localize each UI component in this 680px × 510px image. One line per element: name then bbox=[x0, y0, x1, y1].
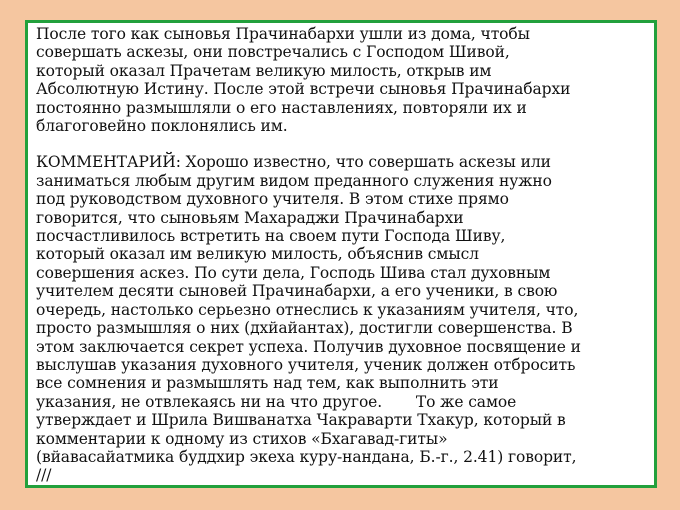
text-line: благоговейно поклонялись им. bbox=[36, 117, 288, 136]
text-line: все сомнения и размышлять над тем, как выполнить эти bbox=[36, 374, 499, 393]
text-line: под руководством духовного учителя. В этом стихе прямо bbox=[36, 190, 509, 209]
text-line: КОММЕНТАРИЙ: Хорошо известно, что совершать аскезы или bbox=[36, 153, 551, 172]
text-line: указания, не отвлекаясь ни на что другое. То же самое bbox=[36, 392, 517, 411]
text-line: этом заключается секрет успеха. Получив духовное посвящение и bbox=[36, 337, 581, 356]
slide-frame bbox=[25, 20, 657, 488]
text-line: заниматься любым другим видом преданного служения нужно bbox=[36, 171, 552, 190]
text-line: учителем десяти сыновей Прачинабархи, а его ученики, в свою bbox=[36, 282, 558, 301]
text-line: совершать аскезы, они повстречались с Господом Шивой, bbox=[36, 43, 510, 62]
text-line: (вйавасайатмика буддхир экеха куру-нандана, Б.-г., 2.41) говорит, bbox=[36, 447, 577, 466]
slide-text bbox=[36, 25, 656, 485]
text-line: комментарии к одному из стихов «Бхагавад-гиты» bbox=[36, 429, 448, 448]
text-line: После того как сыновья Прачинабархи ушли из дома, чтобы bbox=[36, 25, 530, 43]
text-line: который оказал Прачетам великую милость, открыв им bbox=[36, 61, 492, 80]
text-line: совершения аскез. По сути дела, Господь Шива стал духовным bbox=[36, 263, 551, 282]
text-line: просто размышляя о них (дхйайантах), достигли совершенства. В bbox=[36, 319, 573, 338]
text-line: Абсолютную Истину. После этой встречи сыновья Прачинабархи bbox=[36, 80, 571, 99]
paragraph-gap bbox=[36, 135, 656, 153]
text-line: /// bbox=[36, 466, 52, 485]
text-line: очередь, настолько серьезно отнеслись к указаниям учителя, что, bbox=[36, 300, 579, 319]
commentary bbox=[36, 153, 656, 484]
text-line: утверждает и Шрила Вишванатха Чакраварти Тхакур, который в bbox=[36, 411, 566, 430]
text-line: который оказал им великую милость, объяснив смысл bbox=[36, 245, 479, 264]
text-line: говорится, что сыновьям Махараджи Прачинабархи bbox=[36, 208, 464, 227]
text-line: постоянно размышляли о его наставлениях, повторяли их и bbox=[36, 98, 527, 117]
text-line: посчастливилось встретить на своем пути Господа Шиву, bbox=[36, 227, 506, 246]
verse-translation bbox=[36, 25, 656, 135]
text-line: выслушав указания духовного учителя, ученик должен отбросить bbox=[36, 355, 576, 374]
